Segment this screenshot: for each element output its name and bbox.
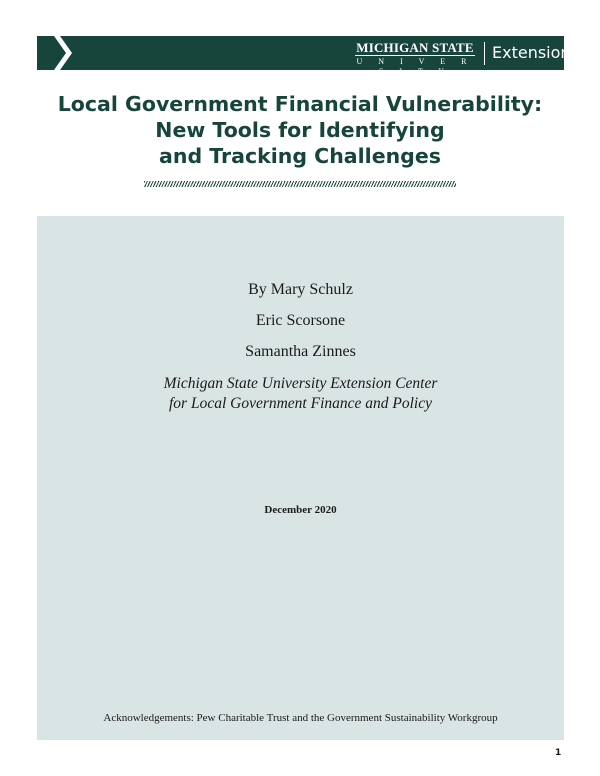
affiliation-line-2: for Local Government Finance and Policy — [168, 395, 432, 412]
extension-label: Extension — [492, 43, 571, 62]
page-number: 1 — [555, 748, 562, 758]
publication-date: December 2020 — [264, 504, 337, 516]
affiliation-line-1: Michigan State University Extension Center — [163, 375, 438, 392]
author-1: By Mary Schulz — [248, 281, 353, 298]
title-line-1: Local Government Financial Vulnerability: — [57, 92, 543, 116]
title-line-3: and Tracking Challenges — [159, 144, 441, 168]
logo-name: MICHIGAN STATE — [356, 40, 474, 55]
chevron-right-icon — [54, 36, 72, 70]
title-line-2: New Tools for Identifying — [155, 118, 445, 142]
acknowledgements: Acknowledgements: Pew Charitable Trust and the Government Sustainability Workgroup — [103, 712, 498, 724]
author-3: Samantha Zinnes — [245, 343, 356, 360]
header-banner — [37, 36, 571, 76]
logo-subname: U N I V E R S I T Y — [356, 57, 474, 76]
document-title — [40, 91, 560, 169]
author-2: Eric Scorsone — [255, 312, 346, 329]
logo-divider — [484, 42, 485, 65]
cover-panel — [37, 216, 564, 740]
hatched-divider — [144, 181, 456, 187]
msu-logo — [355, 40, 475, 76]
